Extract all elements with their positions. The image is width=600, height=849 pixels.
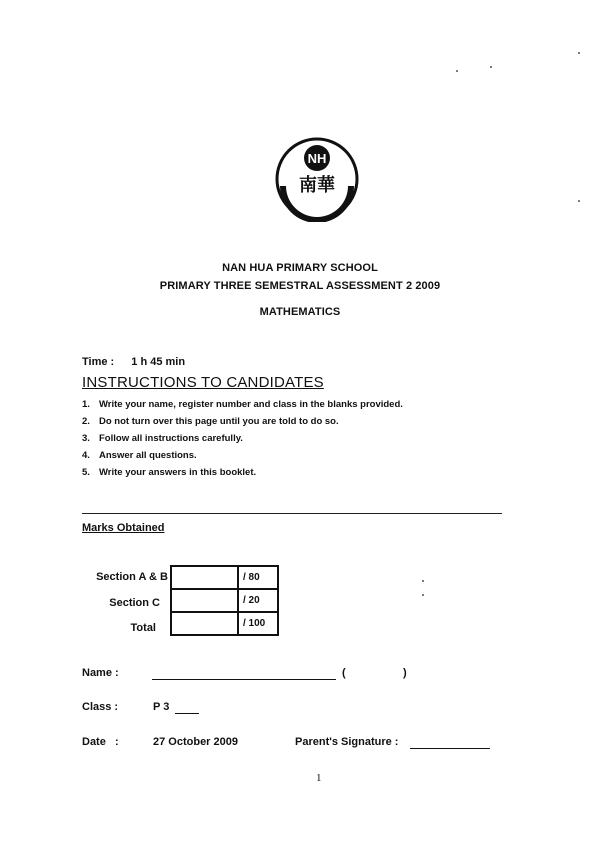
school-logo: [274, 136, 360, 222]
name-label: Name :: [82, 667, 119, 679]
scan-speck: [456, 70, 458, 72]
name-field[interactable]: [152, 679, 336, 680]
table-row: [171, 612, 278, 635]
parent-signature-field[interactable]: [410, 748, 490, 749]
class-field[interactable]: [175, 713, 199, 714]
parent-signature-label: Parent's Signature :: [295, 736, 399, 748]
score-box-total[interactable]: [171, 612, 238, 635]
register-open-paren: (: [342, 667, 346, 679]
marks-row-label-total: Total: [130, 622, 156, 634]
scan-speck: [578, 200, 580, 202]
table-row: [171, 589, 278, 612]
instruction-item: 2. Do not turn over this page until you are told to do so.: [82, 416, 339, 427]
scan-speck: [422, 594, 424, 596]
score-box-section-c[interactable]: [171, 589, 238, 612]
date-value: 27 October 2009: [153, 736, 238, 748]
logo-monogram: NH: [307, 151, 327, 166]
date-label: Date :: [82, 736, 119, 748]
time-label: Time :: [82, 356, 115, 368]
marks-row-label-section-c: Section C: [109, 597, 160, 609]
class-value: P 3: [153, 701, 170, 713]
marks-table: [170, 565, 279, 636]
section-divider: [82, 513, 502, 514]
page-number: 1: [316, 772, 322, 784]
time-value: 1 h 45 min: [131, 356, 186, 368]
scan-speck: [578, 52, 580, 54]
class-label: Class :: [82, 701, 119, 713]
instruction-item: 4. Answer all questions.: [82, 450, 197, 461]
marks-row-label-section-ab: Section A & B: [96, 571, 168, 583]
subject-title: MATHEMATICS: [259, 306, 341, 318]
table-row: [171, 566, 278, 589]
instruction-item: 3. Follow all instructions carefully.: [82, 433, 243, 444]
score-total-section-ab: / 80: [238, 566, 278, 589]
instruction-item: 5. Write your answers in this booklet.: [82, 467, 257, 478]
time-row: [82, 356, 185, 368]
scan-speck: [490, 66, 492, 68]
register-close-paren: ): [403, 667, 407, 679]
score-box-section-ab[interactable]: [171, 566, 238, 589]
assessment-title: PRIMARY THREE SEMESTRAL ASSESSMENT 2 2009: [159, 280, 441, 292]
instructions-title: INSTRUCTIONS TO CANDIDATES: [82, 374, 324, 391]
school-name: NAN HUA PRIMARY SCHOOL: [222, 262, 378, 274]
scan-speck: [422, 580, 424, 582]
score-total-section-c: / 20: [238, 589, 278, 612]
marks-title: Marks Obtained: [82, 522, 165, 534]
score-total-total: / 100: [238, 612, 278, 635]
instruction-item: 1. Write your name, register number and class in the blanks provided.: [82, 399, 403, 410]
logo-chinese-text: 南華: [299, 175, 335, 196]
